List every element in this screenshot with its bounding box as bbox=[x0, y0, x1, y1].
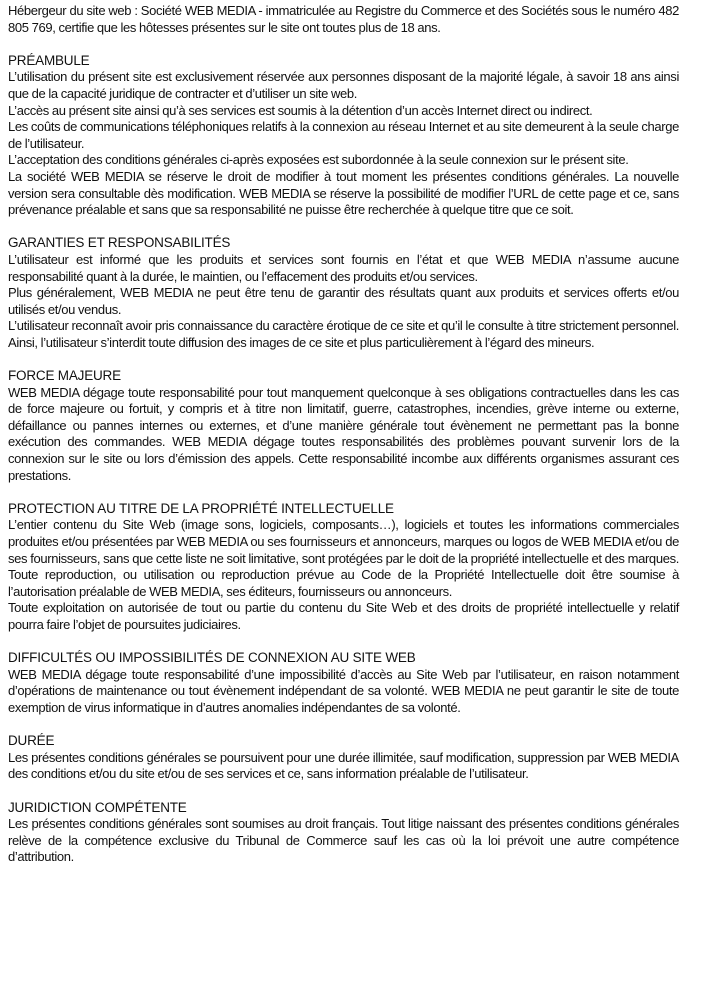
host-statement: Hébergeur du site web : Société WEB MEDIA - immatriculée au Registre du Commerce et des Sociétés sous le numéro 482 805 769, certifie que les hôtesses présentes sur le site ont toutes plus de 18 ans. bbox=[8, 3, 679, 35]
section-title: PROTECTION AU TITRE DE LA PROPRIÉTÉ INTELLECTUELLE bbox=[8, 500, 394, 516]
section-juridiction-competente bbox=[8, 800, 679, 866]
paragraph: Plus généralement, WEB MEDIA ne peut être tenu de garantir des résultats quant aux produits et services offerts et/ou utilisés et/ou vendus. bbox=[8, 285, 679, 317]
paragraph: Les présentes conditions générales sont soumises au droit français. Tout litige naissant des présentes conditions générales relève de la compétence exclusive du Tribunal de Commerce sauf les cas où la loi prévoit une autre compétence d’attribution. bbox=[8, 816, 679, 865]
paragraph: Toute exploitation on autorisée de tout ou partie du contenu du Site Web et des droits de propriété intellectuelle y relatif pourra faire l’objet de poursuites judiciaires. bbox=[8, 600, 679, 632]
paragraph: Les coûts de communications téléphoniques relatifs à la connexion au réseau Internet et au site demeurent à la seule charge de l’utilisateur. bbox=[8, 119, 679, 151]
section-propriete-intellectuelle bbox=[8, 501, 679, 634]
section-title: FORCE MAJEURE bbox=[8, 368, 121, 384]
paragraph: La société WEB MEDIA se réserve le droit de modifier à tout moment les présentes conditions générales. La nouvelle version sera consultable dès modification. WEB MEDIA se réserve la possibilité de modifier l’URL de cette page et ce, sans prévenance préalable et sans que sa responsabilité ne puisse être recherchée à quelque titre que ce soit. bbox=[8, 168, 679, 218]
paragraph: L’accès au présent site ainsi qu’à ses services est soumis à la détention d’un accès Internet direct ou indirect. bbox=[8, 102, 593, 118]
section-title: DURÉE bbox=[8, 733, 55, 749]
section-difficultes-connexion bbox=[8, 650, 679, 716]
section-title: JURIDICTION COMPÉTENTE bbox=[8, 799, 187, 815]
paragraph: L’utilisation du présent site est exclusivement réservée aux personnes disposant de la majorité légale, à savoir 18 ans ainsi que de la capacité juridique de contracter et d’utiliser un site web. bbox=[8, 69, 679, 101]
section-preambule bbox=[8, 53, 679, 219]
section-garanties-responsabilites bbox=[8, 235, 679, 351]
paragraph: L’acceptation des conditions générales ci-après exposées est subordonnée à la seule connexion sur le présent site. bbox=[8, 152, 629, 168]
section-duree bbox=[8, 733, 679, 783]
paragraph: L’entier contenu du Site Web (image sons, logiciels, composants…), logiciels et toutes les informations commerciales produites et/ou présentées par WEB MEDIA ou ses fournisseurs et annonceurs, marques ou logos de WEB MEDIA et/ou de ses fournisseurs, sans que cette liste ne soit limitative, sont protégées par le doit de la propriété intellectuelle et des marques. Toute reproduction, ou utilisation ou reproduction prévue au Code de la Propriété Intellectuelle doit être soumise à l’autorisation préalable de WEB MEDIA, ses éditeurs, fournisseurs ou annonceurs. bbox=[8, 517, 679, 599]
section-force-majeure bbox=[8, 368, 679, 484]
paragraph: Ainsi, l’utilisateur s’interdit toute diffusion des images de ce site et plus particulièrement à l’égard des mineurs. bbox=[8, 334, 595, 350]
section-title: DIFFICULTÉS OU IMPOSSIBILITÉS DE CONNEXION AU SITE WEB bbox=[8, 650, 416, 666]
paragraph: L’utilisateur reconnaît avoir pris connaissance du caractère érotique de ce site et qu’il le consulte à titre strictement personnel. bbox=[8, 318, 680, 334]
legal-document bbox=[8, 3, 679, 866]
paragraph: WEB MEDIA dégage toute responsabilité d’une impossibilité d’accès au Site Web par l’utilisateur, en raison notamment d’opérations de maintenance ou tout évènement indépendant de sa volonté. WEB MEDIA ne peut garantir le site de toute exemption de virus informatique in d’autres anomalies indépendantes de sa volonté. bbox=[8, 666, 679, 715]
paragraph: WEB MEDIA dégage toute responsabilité pour tout manquement quelconque à ses obligations contractuelles dans les cas de force majeure ou fortuit, y compris et à titre non limitatif, guerre, catastrophes, incendies, grève interne ou externe, défaillance ou pannes internes ou externes, et d’une manière générale tout évènement ne permettant pas la bonne exécution des commandes. WEB MEDIA dégage toutes responsabilités des problèmes pouvant survenir lors de la connexion sur le site ou lors d’émission des appels. Cette responsabilité incombe aux différents organismes assurant ces prestations. bbox=[8, 384, 679, 483]
paragraph: Les présentes conditions générales se poursuivent pour une durée illimitée, sauf modification, suppression par WEB MEDIA des conditions et/ou du site et/ou de ses services et ce, sans information préalable de l’utilisateur. bbox=[8, 749, 679, 782]
section-title: GARANTIES ET RESPONSABILITÉS bbox=[8, 235, 231, 251]
section-title: PRÉAMBULE bbox=[8, 52, 90, 68]
paragraph: L’utilisateur est informé que les produits et services sont fournis en l’état et que WEB MEDIA n’assume aucune responsabilité quant à la durée, le maintien, ou l’effacement des produits et/ou services. bbox=[8, 251, 679, 284]
